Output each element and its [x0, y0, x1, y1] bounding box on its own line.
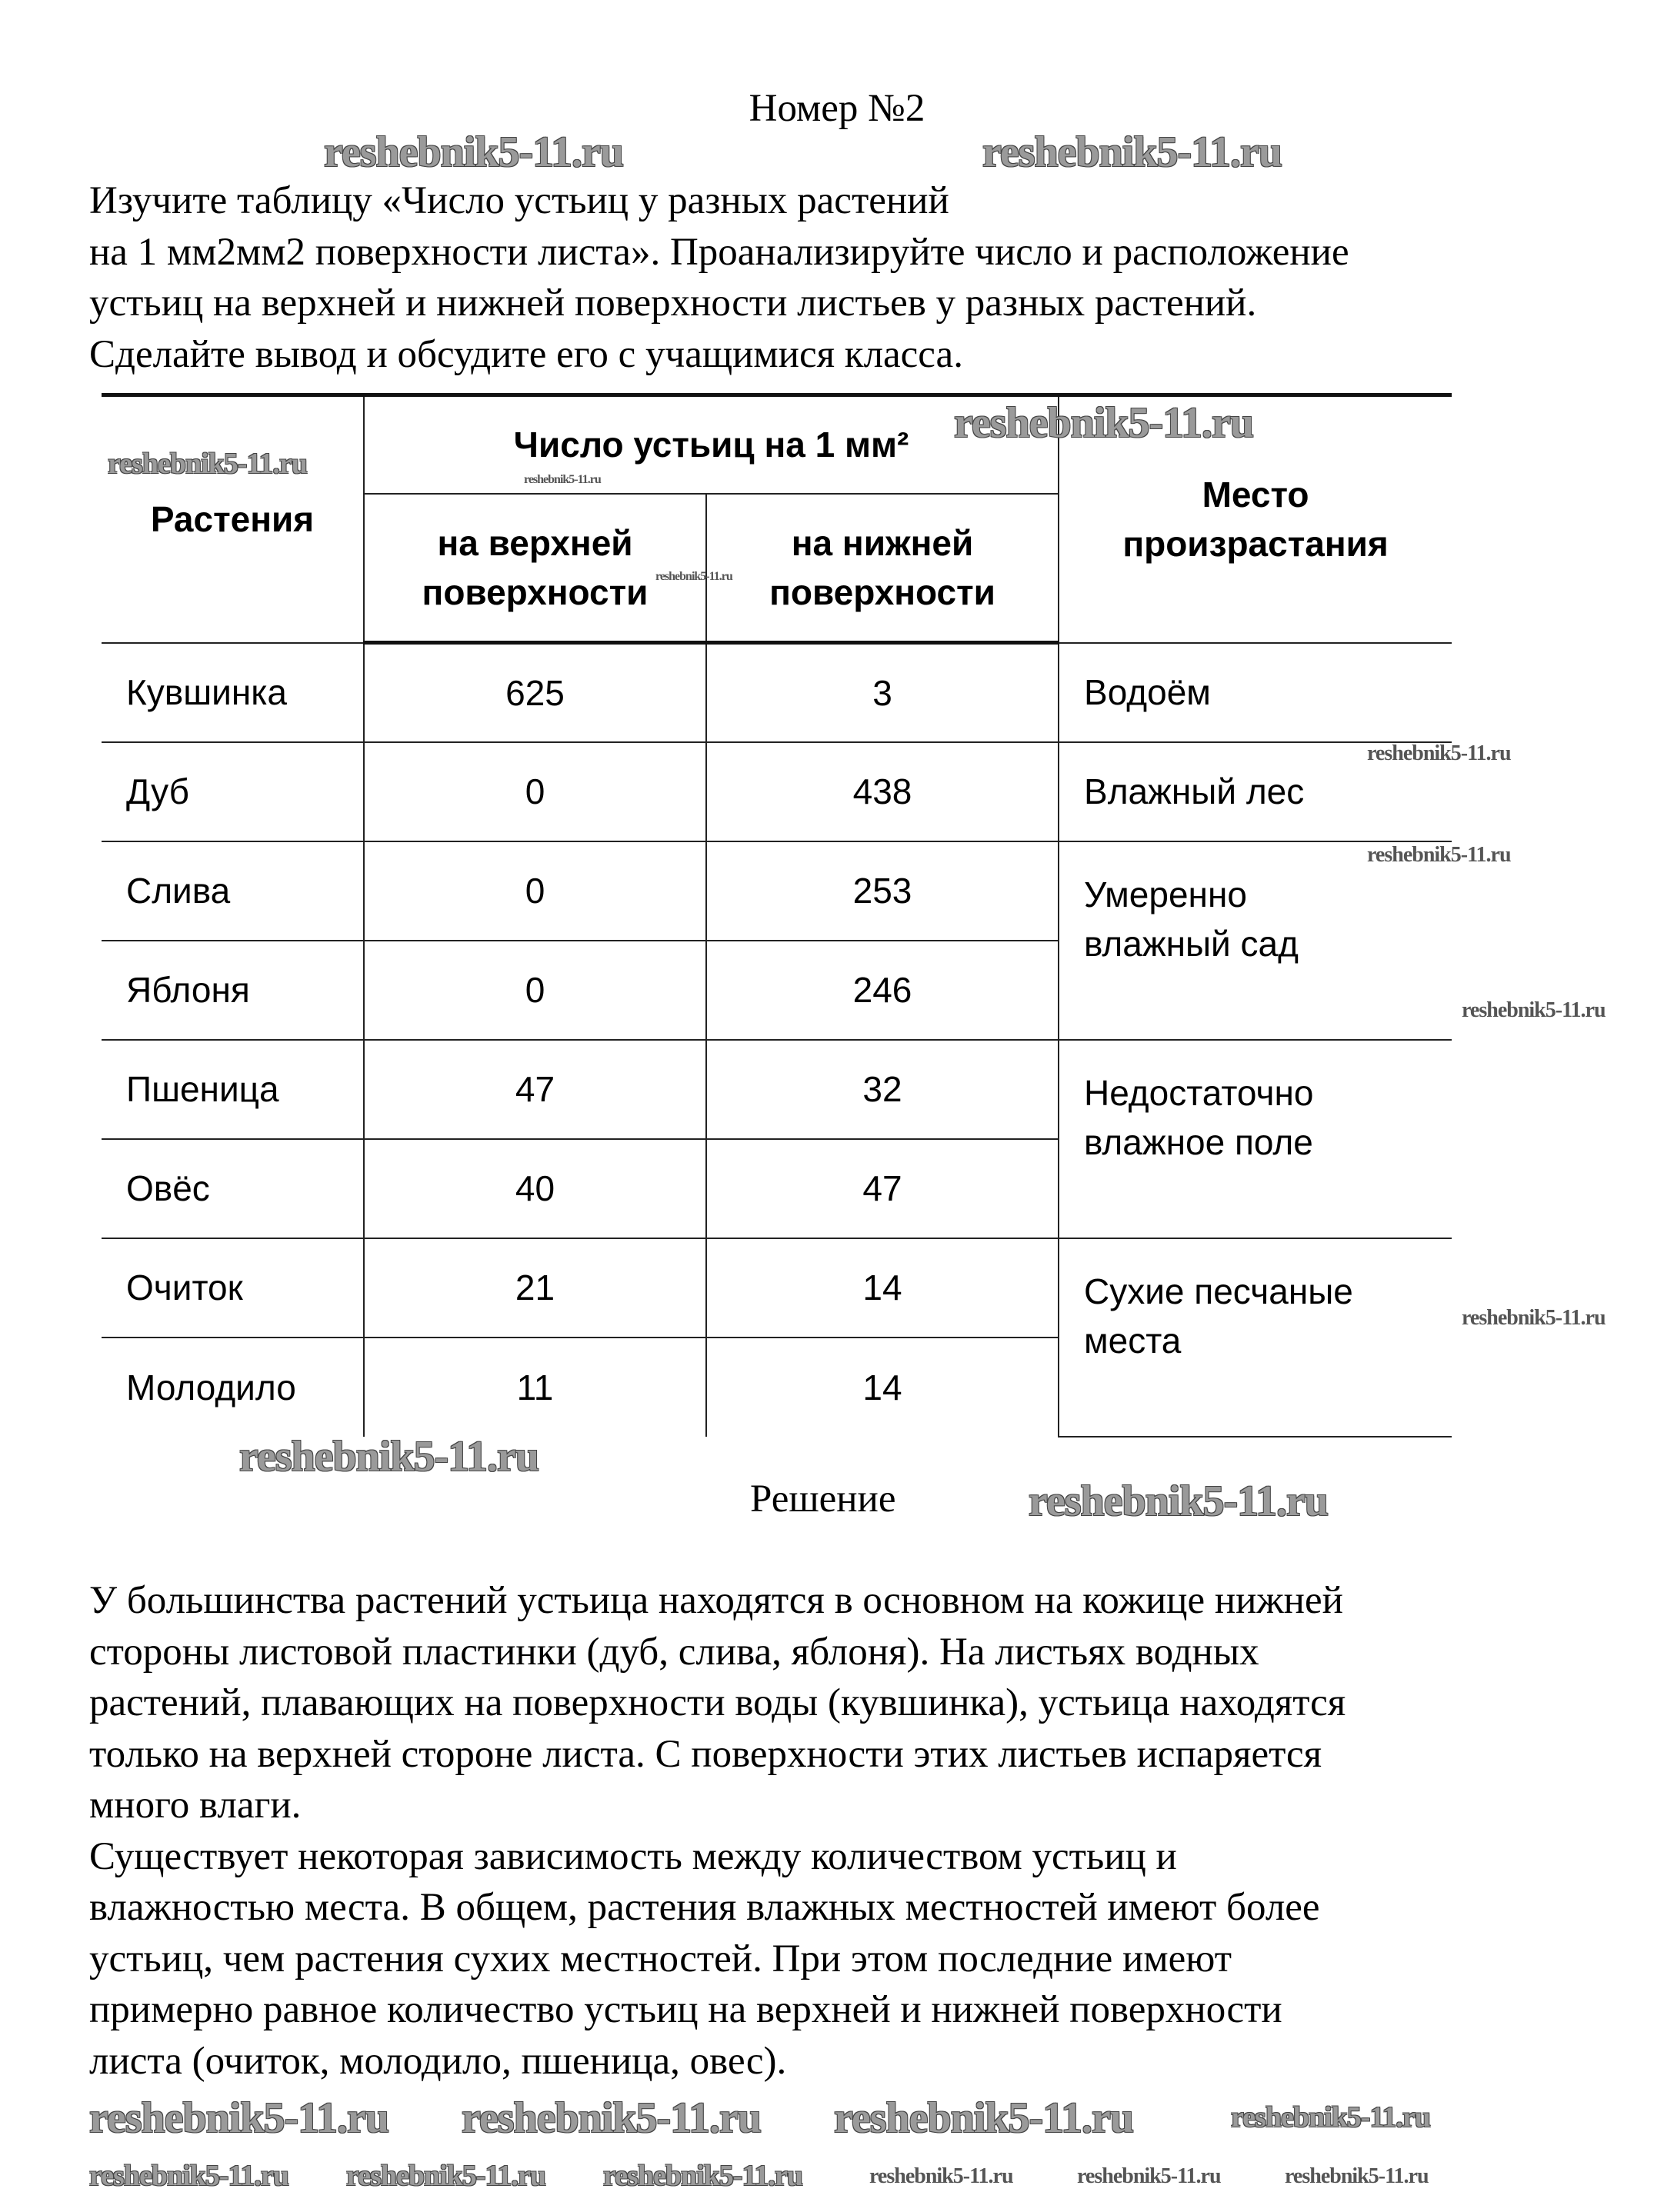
solution-title: Решение [750, 1477, 896, 1521]
stomata-table [102, 393, 1452, 1437]
table-row [102, 841, 1452, 941]
watermark: reshebnik5-11.ru [346, 2160, 545, 2192]
habitat-line: места [1084, 1320, 1182, 1361]
solution-line: листа (очиток, молодило, пшеница, овес). [89, 2039, 787, 2083]
header-upper-line: на верхней [437, 522, 633, 563]
header-upper [364, 494, 706, 643]
task-line: устьиц на верхней и нижней поверхности листьев у разных растений. [89, 281, 1257, 325]
plant-name: Молодило [102, 1338, 364, 1437]
task-text [89, 175, 1349, 380]
watermark: reshebnik5-11.ru [869, 2164, 1013, 2188]
lower-count: 47 [706, 1139, 1059, 1238]
lower-count: 32 [706, 1040, 1059, 1139]
upper-count: 0 [364, 742, 706, 841]
header-lower [706, 494, 1059, 643]
table-row [102, 643, 1452, 742]
watermark: reshebnik5-11.ru [239, 1433, 539, 1481]
task-line: Изучите таблицу «Число устьиц у разных растений [89, 179, 949, 222]
habitat [1059, 841, 1452, 1040]
watermark: reshebnik5-11.ru [655, 570, 732, 583]
table-row [102, 742, 1452, 841]
watermark: reshebnik5-11.ru [1285, 2164, 1429, 2188]
lower-count: 3 [706, 643, 1059, 742]
plant-name: Слива [102, 841, 364, 941]
watermark: reshebnik5-11.ru [834, 2094, 1134, 2142]
header-lower-line: на нижней [791, 522, 974, 563]
solution-text [89, 1575, 1346, 2087]
upper-count: 0 [364, 841, 706, 941]
watermark: reshebnik5-11.ru [603, 2160, 802, 2192]
watermark: reshebnik5-11.ru [1077, 2164, 1221, 2188]
lower-count: 246 [706, 941, 1059, 1040]
habitat-line: Умеренно [1084, 874, 1247, 914]
watermark: reshebnik5-11.ru [1462, 998, 1606, 1022]
task-line: на 1 мм2мм2 поверхности листа». Проанализируйте число и расположение [89, 230, 1349, 274]
table-row [102, 1238, 1452, 1338]
watermark: reshebnik5-11.ru [1462, 1306, 1606, 1330]
solution-line: устьиц, чем растения сухих местностей. При этом последние имеют [89, 1937, 1232, 1980]
habitat-line: влажное поле [1084, 1121, 1313, 1162]
habitat [1059, 1238, 1452, 1437]
upper-count: 625 [364, 643, 706, 742]
solution-line: только на верхней стороне листа. С поверхности этих листьев испаряется [89, 1732, 1322, 1776]
solution-line: Существует некоторая зависимость между количеством устьиц и [89, 1834, 1177, 1878]
plant-name: Пшеница [102, 1040, 364, 1139]
watermark: reshebnik5-11.ru [1231, 2101, 1430, 2134]
habitat: Водоём [1059, 643, 1452, 742]
lower-count: 14 [706, 1338, 1059, 1437]
header-place-line: Место [1202, 475, 1309, 515]
plant-name: Очиток [102, 1238, 364, 1338]
lower-count: 14 [706, 1238, 1059, 1338]
habitat-line: Сухие песчаные [1084, 1271, 1353, 1311]
watermark: reshebnik5-11.ru [89, 2094, 389, 2142]
watermark: reshebnik5-11.ru [1367, 741, 1511, 765]
page-title: Номер №2 [749, 87, 925, 130]
task-line: Сделайте вывод и обсудите его с учащимися класса. [89, 332, 963, 376]
lower-count: 438 [706, 742, 1059, 841]
header-stomata-count: Число устьиц на 1 мм² [364, 395, 1059, 494]
watermark: reshebnik5-11.ru [1367, 843, 1511, 867]
solution-line: У большинства растений устьица находятся в основном на кожице нижней [89, 1579, 1343, 1622]
watermark: reshebnik5-11.ru [524, 473, 601, 486]
watermark: reshebnik5-11.ru [982, 128, 1282, 176]
table-row [102, 1040, 1452, 1139]
watermark: reshebnik5-11.ru [462, 2094, 762, 2142]
upper-count: 47 [364, 1040, 706, 1139]
habitat-line: влажный сад [1084, 923, 1299, 964]
solution-line: стороны листовой пластинки (дуб, слива, яблоня). На листьях водных [89, 1630, 1259, 1674]
watermark: reshebnik5-11.ru [89, 2160, 288, 2192]
habitat [1059, 1040, 1452, 1238]
solution-line: влажностью места. В общем, растения влажных местностей имеют более [89, 1886, 1320, 1929]
watermark: reshebnik5-11.ru [1029, 1477, 1329, 1525]
habitat: Влажный лес [1059, 742, 1452, 841]
habitat-line: Недостаточно [1084, 1072, 1314, 1113]
solution-line: много влаги. [89, 1784, 302, 1827]
solution-line: растений, плавающих на поверхности воды (кувшинка), устьица находятся [89, 1681, 1346, 1724]
upper-count: 40 [364, 1139, 706, 1238]
plant-name: Кувшинка [102, 643, 364, 742]
plant-name: Яблоня [102, 941, 364, 1040]
solution-line: примерно равное количество устьиц на верхней и нижней поверхности [89, 1988, 1282, 2031]
plant-name: Овёс [102, 1139, 364, 1238]
lower-count: 253 [706, 841, 1059, 941]
watermark: reshebnik5-11.ru [954, 399, 1254, 447]
upper-count: 0 [364, 941, 706, 1040]
header-plants: Растения [102, 395, 364, 643]
upper-count: 11 [364, 1338, 706, 1437]
header-place-line: произрастания [1122, 524, 1389, 565]
watermark: reshebnik5-11.ru [108, 448, 307, 480]
watermark: reshebnik5-11.ru [324, 128, 624, 176]
plant-name: Дуб [102, 742, 364, 841]
header-lower-line: поверхности [769, 571, 995, 612]
upper-count: 21 [364, 1238, 706, 1338]
header-upper-line: поверхности [422, 571, 649, 612]
